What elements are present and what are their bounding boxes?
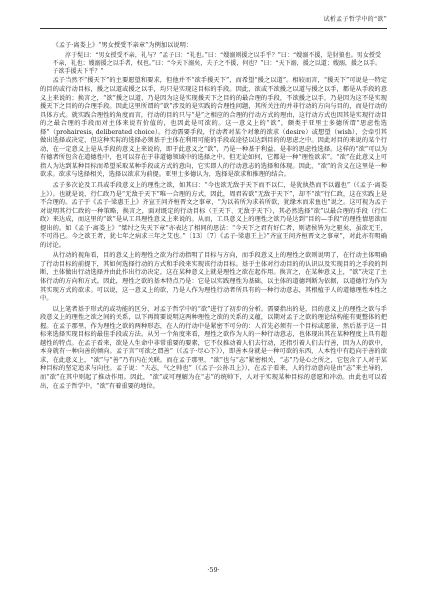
body-paragraph: 以上笔者基于形式的或功能的区分，对孟子哲学中的“欲”进行了初步的分析。需要指出的是，目的意义上的理性之欲与手段意义上的理性之欲之间的关系，以下再简要说明这两种理性之欲的关系的义蕴，以期对孟子之欲的理论结构能有更整体的把握。在孟子那里，作为理性之欲的两种形态，在人的行动中是紧密不可分的：人首先必须有一个目标或愿景，然后基于这一目标来选择实现目标的最佳手段或方法。从另一个角度来看，理性之欲作为人的一种行动意志，也体现出其在某种程度上具有超越性的特点。在孟子看来，欲是人生命中非常重要的要素，它不仅推动着人们去行动，还指引着人们去行善，因为人的欲中，本身就有一种向善的倾向。孟子言“可欲之谓善”（《孟子·尽心下》），即善本身就是一种可欲的东西，人本性中有趋向于善的欲求，在此意义上，“欲”与“善”乃有内在关联。而在孟子那里，“欲”也与“志”紧密相关，“志”乃是心之所之，它包含了人对于某种目标的坚定追求与向往。孟子说：“夫志，气之帅也”（《孟子·公孙丑上》），在孟子看来，人的行动意向是由“志”来主导的，而“欲”在其中则起了推动作用。因此，“欲”或可理解为在“志”的统帅下，人对于实现某种目标的意愿和冲动。由此也可以看出，在孟子哲学中，“欲”有着重要的地位。 (40, 305, 387, 390)
header-rule (40, 28, 387, 29)
intro-line: 《孟子·离娄上》“男女授受不亲章”为例加以说明： (52, 42, 193, 49)
block-quote: 淳于髡曰：“男女授受不亲，礼与？”孟子曰：“礼也。”曰：“嫂溺则援之以手乎？”曰：“嫂溺不援，是豺狼也。男女授受不亲，礼也；嫂溺援之以手者，权也。”曰：“今天下溺矣，夫子之不援，何也？”曰：“天下溺，援之以道；嫂溺，援之以手。子欲手援天下乎？” (52, 51, 381, 76)
body-paragraph: 孟子多次论及工具或手段意义上的理性之欲，如其曰：“今也欲无敌于天下而不以仁，是犹执热而不以濯也”（《孟子·离娄上》）。也就是说，行仁政乃是“无敌于天下”唯一合理的方式，因此，周君若欲“无敌于天下”，却不“欲”行仁政，这在实践上是不合理的。孟子于《孟子·梁惠王上》齐宣王问齐桓晋文之事章，“为以若所为求若所欲，犹缘木而求鱼也”说之。这可视为孟子对说明其行仁政的一种策略，换言之，面对既定的行动目标（王天下、无敌于天下），其必然选择“欲”以最合理的手段（行仁政）来达成，而这里的“欲”是从工具理性意义上来说的。从而，工具意义上的理性之欲乃是达到“目的—手段”的理性情思欲而提出的。如《孟子·离娄上》“桀纣之失天下章”亦表达了相同的思法：“今天下之君有好仁者，则诸侯皆为之驱矣，虽欲无王，不可得已。今之欲王者，犹七年之病求三年之艾也。”〔13〕〔7〕《孟子·梁惠王上》”齐宣王问齐桓晋文之事章”，对此亦有明确的讨论。 (40, 182, 387, 249)
running-head: 试析孟子哲学中的“欲” (323, 16, 387, 23)
body-paragraph: 从行动的视角看，目的意义上的理性之欲为行动指明了目标与方向，而手段意义上的理性之欲则说明了，在行动主体明确了行动目标的前提下，其如何选择行动的方式和手段来实现该行动目标。基于主体对行动目的的认识以及实现目的之手段的判断，主体做出行动选择并由此作出行动决定，这在某种意义上就是理性之欲在起作用。换言之，在某种意义上，“欲”决定了主体行动的方向和方式。因此，理性之欲的基本特点乃是：它是以实践理性为基础，以主体的道德判断为依据，以道德行为作为其实现方式的欲求。可以说，这一意义上的欲，乃是人作为理性行动者所具有的一种行动意志，其根植于人的道德理性本性之中。 (40, 252, 387, 303)
body-paragraph: 孟子当然不“援天下”的主要愿望和要求，但他并不“欲手援天下”，而希望“援之以道”。相较而言，“援天下”可说是一特定的目的或行动目标，援之以道或援之以手，均只是实现这目标的手段。因此，欲或不欲援之以道与援之以手，都是从手段的意义上来说的；换言之，“欲”援之以道，乃是因为这是实现援天下之目的的最合理的手段，不欲援之以手，乃是因为这不是实现援天下之目的的合理手段。因此这里所谓的“欲”涉及的是实践的合理性问题，其所关注的并非行动的方向与目的，而是行动的具体方式。就实践合理性的角度而言，行动的目的只与“是”之相应的合理的行动方式的理由，这行动方式也因其是实现行动目的之最合理的手段而对主体来说有价值的，也因此是可欲的。这一意义上的“欲”，颇类于亚里士多德所谓“思虑性选择”（prohairesis, deliberated choice）。行动需要手段，行动者对某个对象的欲求（desire）或想望（wish），会牵引其做出选择或决定，但这种实际的选择必须基于主体在利用可能的手段或途径以达到目的的思虑之中。因此对目的来说的某个行动，在一定意义上是从手段的意义上来说的，即于此意义之“欲”，乃是一种基于利益、是非的思虑性选择。这样的“欲”可以为有德者所包含在道德性中，也可以存在于非道德领域中的选择之中。但无论如何，它都是一种“理性欲求”。“欲”在此意义上可指人为达到某种目标而希望采取某种手段或方式的意向，它实即人的行动意志的选择和体现。因此，“欲”的含义在这里是一种欲求。欲求与选择相关，选择以欲求为前提。亚里士多德认为，选择是欲求和推理的结合。 (40, 77, 387, 179)
page-number: ·59· (207, 566, 220, 574)
article-body (40, 42, 387, 391)
